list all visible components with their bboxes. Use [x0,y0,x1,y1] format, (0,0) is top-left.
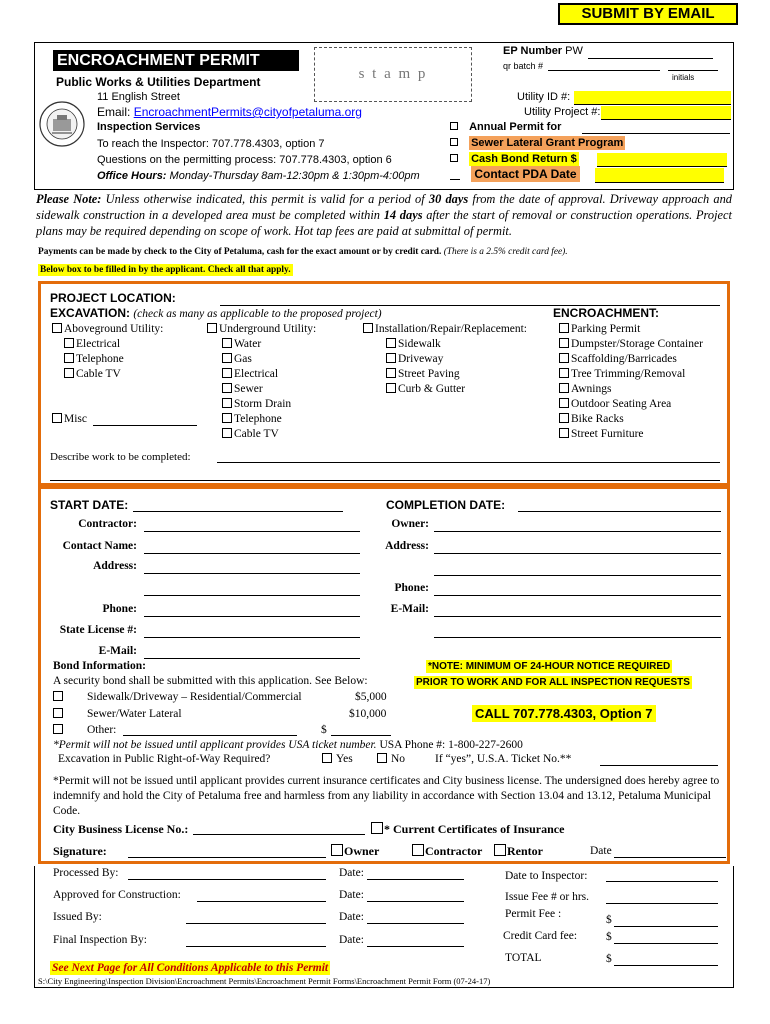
cash-bond-row [450,153,579,165]
checkbox[interactable] [386,383,396,393]
signature-line[interactable] [128,857,326,858]
office-address: 11 English Street [97,91,180,103]
approved-date-line[interactable] [367,901,464,902]
usa-notice: *Permit will not be issued until applicant provides USA ticket number. USA Phone #: 1-800-227-2600 [53,739,523,751]
checkbox[interactable] [386,353,396,363]
installation-item[interactable]: Curb & Gutter [386,383,465,395]
owner-address-line-2[interactable] [434,575,721,576]
underground-item[interactable]: Cable TV [222,428,279,440]
ep-number-label: EP Number [503,45,563,57]
credit-fee-label: Credit Card fee: [503,930,578,942]
contact-pda-label: Contact PDA Date [471,166,579,182]
applicant-instruction: Below box to be filled in by the applicant. Check all that apply. [40,265,291,275]
underground-item[interactable]: Water [222,338,261,350]
checkbox[interactable] [559,338,569,348]
sig-owner-option[interactable]: Owner [331,844,379,859]
usa-ticket-label: If “yes”, U.S.A. Ticket No.** [435,753,572,765]
checkbox[interactable] [386,368,396,378]
ep-number-line[interactable] [588,58,713,59]
checkbox[interactable] [222,413,232,423]
owner-email-line[interactable] [434,616,721,617]
sewer-lateral-row [450,137,625,149]
contact-pda-blank[interactable] [450,179,460,180]
bond-row[interactable]: Sidewalk/Driveway – Residential/Commercial $5,000 [53,691,398,703]
notice-line-2: PRIOR TO WORK AND FOR ALL INSPECTION REQUESTS [416,677,690,688]
bond-checkbox[interactable] [53,691,63,701]
state-license-line[interactable] [144,637,360,638]
issued-date-line[interactable] [367,923,464,924]
issued-date-label: Date: [339,911,364,923]
yes-checkbox[interactable] [322,753,332,763]
encroachment-item[interactable]: Bike Racks [559,413,624,425]
project-location-label: PROJECT LOCATION: [50,291,176,305]
cash-bond-checkbox[interactable] [450,154,458,162]
checkbox[interactable] [559,323,569,333]
processed-by-label: Processed By: [53,867,119,879]
state-license-label: State License #: [59,624,137,636]
installation-item[interactable]: Sidewalk [386,338,441,350]
aboveground-item[interactable]: Cable TV [64,368,121,380]
bond-row[interactable]: Other: $ [53,724,398,736]
checkbox[interactable] [222,338,232,348]
insurance-notice: *Permit will not be issued until applicant provides current insurance certificates and City business license. The undersigned does hereby agree to indemnify and hold the City of Petaluma free and harmless from any liability in accordance with Section 13.04 and 13.12, Petaluma Municipal Code. [53,775,720,817]
credit-fee-line[interactable] [614,943,718,944]
annual-permit-checkbox[interactable] [450,122,458,130]
contact-name-line[interactable] [144,553,360,554]
checkbox[interactable] [222,353,232,363]
annual-permit-line[interactable] [582,133,730,134]
encroachment-item[interactable]: Dumpster/Storage Container [559,338,703,350]
processed-by-line[interactable] [128,879,326,880]
contact-pda-field[interactable] [595,168,724,183]
encroachment-item[interactable]: Parking Permit [559,323,640,335]
rentor-checkbox[interactable] [494,844,506,856]
owner-phone-line[interactable] [434,595,721,596]
address-line-2[interactable] [144,595,360,596]
contractor-label: Contractor: [78,518,137,530]
processed-date-line[interactable] [367,879,464,880]
ep-number-value: PW [565,45,583,57]
bond-row[interactable]: Sewer/Water Lateral $10,000 [53,708,398,720]
completion-date-line[interactable] [518,511,721,512]
start-date-label: START DATE: [50,498,129,512]
total-label: TOTAL [505,952,542,964]
annual-permit-label: Annual Permit for [469,121,562,133]
cash-bond-label: Cash Bond Return $ [471,153,577,165]
bond-text: A security bond shall be submitted with this application. See Below: [53,675,368,687]
checkbox[interactable] [222,398,232,408]
owner-phone-label: Phone: [394,582,429,594]
checkbox[interactable] [559,368,569,378]
utility-id-label: Utility ID #: [517,91,571,103]
checkbox[interactable] [559,383,569,393]
total-dollar: $ [606,953,612,965]
processed-date-label: Date: [339,867,364,879]
completion-date-label: COMPLETION DATE: [386,498,506,512]
misc-line[interactable] [93,425,197,426]
business-license-label: City Business License No.: [53,822,189,836]
aboveground-utility[interactable]: Aboveground Utility: [52,323,163,335]
signature-label: Signature: [53,844,107,858]
contractor-checkbox[interactable] [412,844,424,856]
checkbox[interactable] [222,368,232,378]
underground-item[interactable]: Gas [222,353,252,365]
checkbox[interactable] [559,428,569,438]
bond-checkbox[interactable] [53,724,63,734]
email-line[interactable] [144,658,360,659]
utility-id-field[interactable] [574,91,731,105]
office-hours-value: Monday-Thursday 8am-12:30pm & 1:30pm-4:00pm [169,170,420,182]
contact-name-label: Contact Name: [62,540,137,552]
installation-repair[interactable]: Installation/Repair/Replacement: [363,323,527,335]
inspection-services: Inspection Services [97,121,201,133]
encroachment-item[interactable]: Tree Trimming/Removal [559,368,685,380]
checkbox[interactable] [386,338,396,348]
underground-item[interactable]: Telephone [222,413,282,425]
owner-extra-line[interactable] [434,637,721,638]
bond-checkbox[interactable] [53,708,63,718]
issue-fee-label: Issue Fee # or hrs. [505,891,589,903]
phone-label: Phone: [102,603,137,615]
aboveground-checkbox[interactable] [52,323,62,333]
credit-fee-dollar: $ [606,931,612,943]
owner-address-label: Address: [385,540,429,552]
underground-item[interactable]: Sewer [222,383,263,395]
initials-label: initials [672,73,695,82]
describe-work-label: Describe work to be completed: [50,451,191,463]
sig-contractor-option[interactable]: Contractor [412,844,482,859]
office-hours [97,170,420,182]
checkbox[interactable] [559,353,569,363]
no-option[interactable]: No [377,753,405,765]
qr-batch-line[interactable] [548,70,660,71]
stamp-box: s t a m p [314,47,472,102]
installation-item[interactable]: Street Paving [386,368,460,380]
insurance-checkbox[interactable] [371,822,383,834]
encroachment-heading: ENCROACHMENT: [553,306,659,320]
describe-work-line-2[interactable] [50,480,720,481]
sewer-lateral-label: Sewer Lateral Grant Program [471,137,624,149]
email-label: Email: [97,105,131,119]
email-row [97,105,362,119]
excavation-row: Excavation in Public Right-of-Way Required? [58,753,271,765]
date-to-inspector-line[interactable] [606,881,718,882]
contact-pda-row [450,167,580,181]
insurance-cert-option[interactable]: * Current Certificates of Insurance [371,822,564,837]
encroachment-item[interactable]: Scaffolding/Barricades [559,353,677,365]
usa-ticket-line[interactable] [600,765,718,766]
initials-line[interactable] [668,70,718,71]
checkbox[interactable] [64,368,74,378]
excavation-heading: EXCAVATION: (check as many as applicable to the proposed project) [50,306,382,320]
approved-line[interactable] [197,901,326,902]
file-path: S:\City Engineering\Inspection Division\Encroachment Permits\Encroachment Permit Forms\Encroachment Permit Form (07-24-17) [38,976,491,986]
yes-option[interactable]: Yes [322,753,353,765]
permit-fee-dollar: $ [606,914,612,926]
checkbox[interactable] [222,428,232,438]
utility-project-label: Utility Project #: [524,106,601,118]
qr-batch-label: qr batch # [503,61,544,71]
checkbox[interactable] [64,338,74,348]
permit-fee-label: Permit Fee : [505,908,562,920]
page-title: ENCROACHMENT PERMIT [53,50,299,71]
owner-checkbox[interactable] [331,844,343,856]
underground-checkbox[interactable] [207,323,217,333]
issue-fee-line[interactable] [606,903,718,904]
misc-item[interactable]: Misc [52,413,87,425]
encroachment-item[interactable]: Outdoor Seating Area [559,398,671,410]
cash-bond-field[interactable] [597,153,727,167]
other-amount-line[interactable] [331,735,391,736]
sewer-lateral-checkbox[interactable] [450,138,458,146]
checkbox[interactable] [222,383,232,393]
installation-item[interactable]: Driveway [386,353,443,365]
final-date-label: Date: [339,934,364,946]
checkbox[interactable] [559,413,569,423]
questions-phone: Questions on the permitting process: 707.778.4303, option 6 [97,154,392,166]
aboveground-item[interactable]: Electrical [64,338,120,350]
permit-fee-line[interactable] [614,926,718,927]
no-checkbox[interactable] [377,753,387,763]
office-hours-label: Office Hours: [97,170,167,182]
address-label: Address: [93,560,137,572]
email-label: E-Mail: [98,645,137,657]
misc-checkbox[interactable] [52,413,62,423]
contractor-line[interactable] [144,531,360,532]
payments-note: Payments can be made by check to the City of Petaluma, cash for the exact amount or by credit card. (There is a 2.5% credit card fee). [38,247,568,257]
department: Public Works & Utilities Department [56,75,261,89]
city-seal-icon [38,95,86,153]
underground-item[interactable]: Electrical [222,368,278,380]
see-next-page: See Next Page for All Conditions Applicable to this Permit [52,962,329,974]
please-note: Please Note: Unless otherwise indicated, this permit is valid for a period of 30 days from the date of approval. Driveway approach and sidewalk construction in a developed area must be completed within 14 days after the start of removal or construction operations. Project plans may be required depending on scope of work. Hot tap fees are paid at submittal of permit. [36,192,732,238]
total-line[interactable] [614,965,718,966]
utility-project-field[interactable] [601,106,731,120]
business-license-line[interactable] [193,834,365,835]
underground-item[interactable]: Storm Drain [222,398,291,410]
encroachment-item[interactable]: Street Furniture [559,428,644,440]
approved-date-label: Date: [339,889,364,901]
address-line-1[interactable] [144,573,360,574]
approved-label: Approved for Construction: [53,889,181,901]
owner-label: Owner: [391,518,429,530]
email-link[interactable]: EncroachmentPermits@cityofpetaluma.org [133,105,362,119]
issued-by-label: Issued By: [53,911,102,923]
checkbox[interactable] [64,353,74,363]
checkbox[interactable] [559,398,569,408]
installation-checkbox[interactable] [363,323,373,333]
final-inspection-label: Final Inspection By: [53,934,147,946]
sig-rentor-option[interactable]: Rentor [494,844,543,859]
other-line[interactable] [123,735,297,736]
underground-utility[interactable]: Underground Utility: [207,323,316,335]
owner-email-label: E-Mail: [390,603,429,615]
notice-line-1: *NOTE: MINIMUM OF 24-HOUR NOTICE REQUIRED [428,661,671,672]
owner-line[interactable] [434,531,721,532]
call-inspection: CALL 707.778.4303, Option 7 [472,705,656,722]
issued-by-line[interactable] [186,923,326,924]
annual-permit-row [450,121,561,133]
encroachment-item[interactable]: Awnings [559,383,611,395]
submit-by-email-button[interactable]: SUBMIT BY EMAIL [558,3,738,25]
final-inspection-line[interactable] [186,946,326,947]
describe-work-line-1[interactable] [217,462,720,463]
aboveground-item[interactable]: Telephone [64,353,124,365]
phone-line[interactable] [144,616,360,617]
date-to-inspector-label: Date to Inspector: [505,870,588,882]
sig-date-line[interactable] [614,857,726,858]
owner-address-line-1[interactable] [434,553,721,554]
final-date-line[interactable] [367,946,464,947]
sig-date-label: Date [590,845,612,857]
bond-info-label: Bond Information: [53,660,146,672]
inspector-phone: To reach the Inspector: 707.778.4303, option 7 [97,138,325,150]
start-date-line[interactable] [133,511,343,512]
ep-number [503,45,583,57]
